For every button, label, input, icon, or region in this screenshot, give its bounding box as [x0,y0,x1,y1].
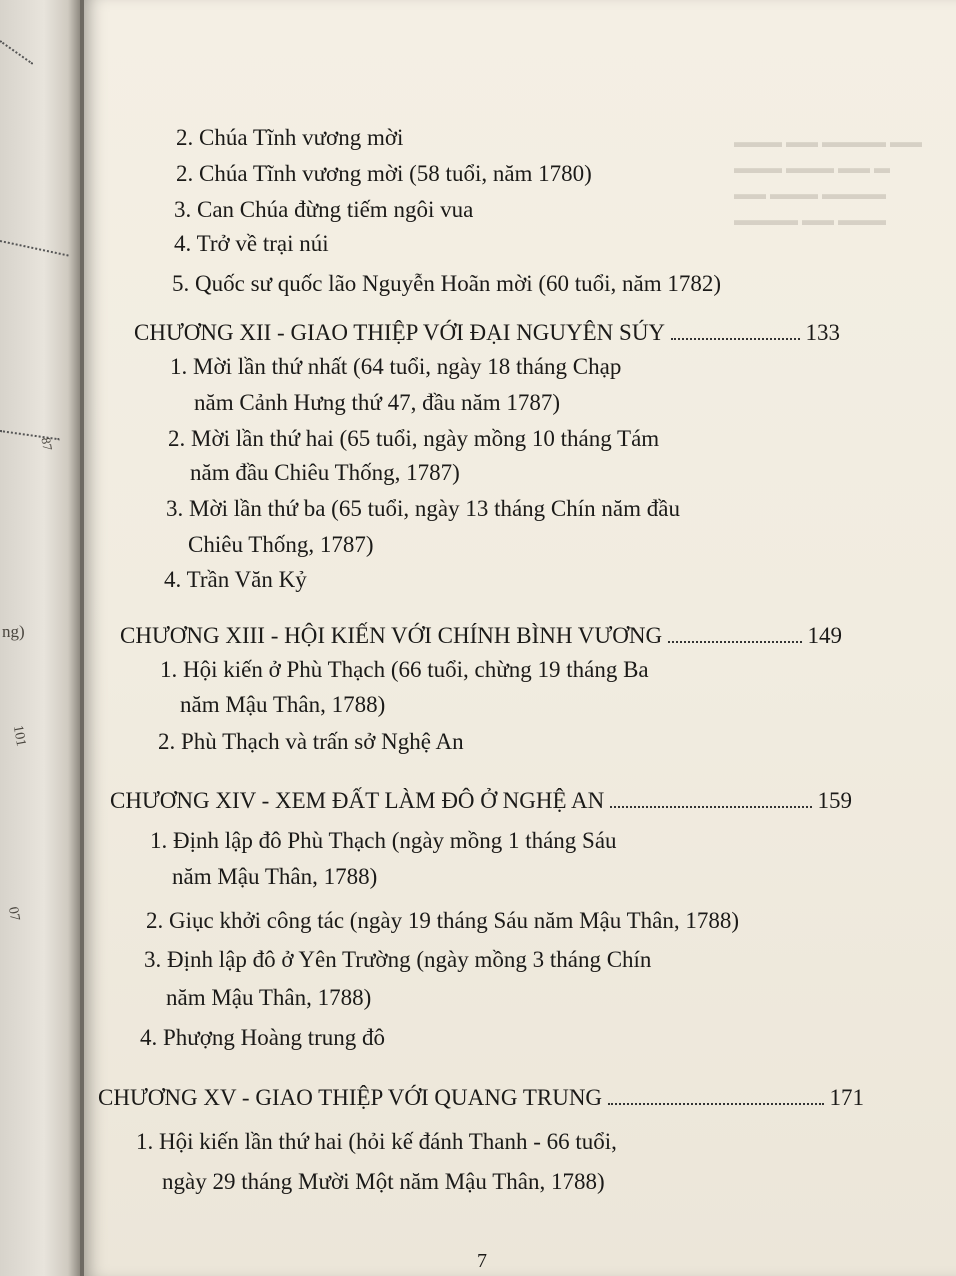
chapter-page: 149 [807,623,842,648]
toc-item: năm Cảnh Hưng thứ 47, đầu năm 1787) [194,390,561,415]
toc-item: năm đầu Chiêu Thống, 1787) [190,460,460,485]
toc-item: năm Mậu Thân, 1788) [172,864,378,889]
chapter-title: CHƯƠNG XV - GIAO THIỆP VỚI QUANG TRUNG [98,1085,603,1110]
dotted-leader [0,240,69,257]
toc-entry: 2. Chúa Tĩnh vương mời (58 tuổi, năm 1780) [176,161,592,186]
right-page [84,0,956,1276]
toc-entry: 3. Can Chúa đừng tiếm ngôi vua [174,197,474,222]
chapter-heading-xiv [110,786,852,816]
toc-entry: 5. Quốc sư quốc lão Nguyễn Hoãn mời (60 tuổi, năm 1782) [172,271,722,296]
left-fragment: 101 [9,724,29,748]
dotted-leader [608,1103,823,1105]
left-fragment: 07 [4,905,23,923]
dotted-leader [0,40,33,65]
toc-item: 1. Hội kiến ở Phù Thạch (66 tuổi, chừng 19 tháng Ba [160,657,649,682]
chapter-title: CHƯƠNG XII - GIAO THIỆP VỚI ĐẠI NGUYÊN SÚY [134,320,666,345]
chapter-heading-xv [98,1083,864,1113]
chapter-heading-xii [134,318,840,348]
toc-entry: 2. Chúa Tĩnh vương mời [176,125,404,150]
left-fragment: 87 [38,436,56,452]
dotted-leader [671,338,799,340]
toc-item: 1. Mời lần thứ nhất (64 tuổi, ngày 18 tháng Chạp [170,354,622,379]
chapter-page: 171 [829,1085,864,1110]
dotted-leader [610,806,811,808]
toc-item: 3. Mời lần thứ ba (65 tuổi, ngày 13 tháng Chín năm đầu [166,496,680,521]
chapter-page: 133 [805,320,840,345]
dotted-leader [668,641,801,643]
toc-item: 2. Giục khởi công tác (ngày 19 tháng Sáu năm Mậu Thân, 1788) [146,908,740,933]
toc-entry: 4. Trở về trại núi [174,231,329,256]
toc-item: 4. Phượng Hoàng trung đô [140,1025,386,1050]
toc-item: 1. Định lập đô Phù Thạch (ngày mồng 1 tháng Sáu [150,828,617,853]
chapter-title: CHƯƠNG XIII - HỘI KIẾN VỚI CHÍNH BÌNH VƯƠNG [120,623,663,648]
toc-item: 3. Định lập đô ở Yên Trường (ngày mồng 3 tháng Chín [144,947,652,972]
toc-item: 2. Phù Thạch và trấn sở Nghệ An [158,729,464,754]
left-fragment: ng) [2,622,25,641]
chapter-page: 159 [817,788,852,813]
toc-item: năm Mậu Thân, 1788) [166,985,372,1010]
page-number: 7 [477,1250,487,1272]
toc-item: ngày 29 tháng Mười Một năm Mậu Thân, 1788) [162,1169,605,1194]
toc-item: 1. Hội kiến lần thứ hai (hỏi kế đánh Thanh - 66 tuổi, [136,1129,617,1154]
show-through-text: ▬▬▬ ▬▬ ▬▬▬▬ ▬▬ ▬▬▬ ▬▬▬ ▬▬ ▬ ▬▬ ▬▬▬ ▬▬▬▬ ▬▬▬▬ ▬▬ ▬▬▬ [734,134,922,229]
toc-item: năm Mậu Thân, 1788) [180,692,386,717]
chapter-title: CHƯƠNG XIV - XEM ĐẤT LÀM ĐÔ Ở NGHỆ AN [110,788,605,813]
toc-item: 4. Trần Văn Kỷ [164,567,307,592]
toc-item: 2. Mời lần thứ hai (65 tuổi, ngày mồng 10 tháng Tám [168,426,660,451]
chapter-heading-xiii [120,621,842,651]
left-page [0,0,80,1276]
toc-item: Chiêu Thống, 1787) [188,532,374,557]
